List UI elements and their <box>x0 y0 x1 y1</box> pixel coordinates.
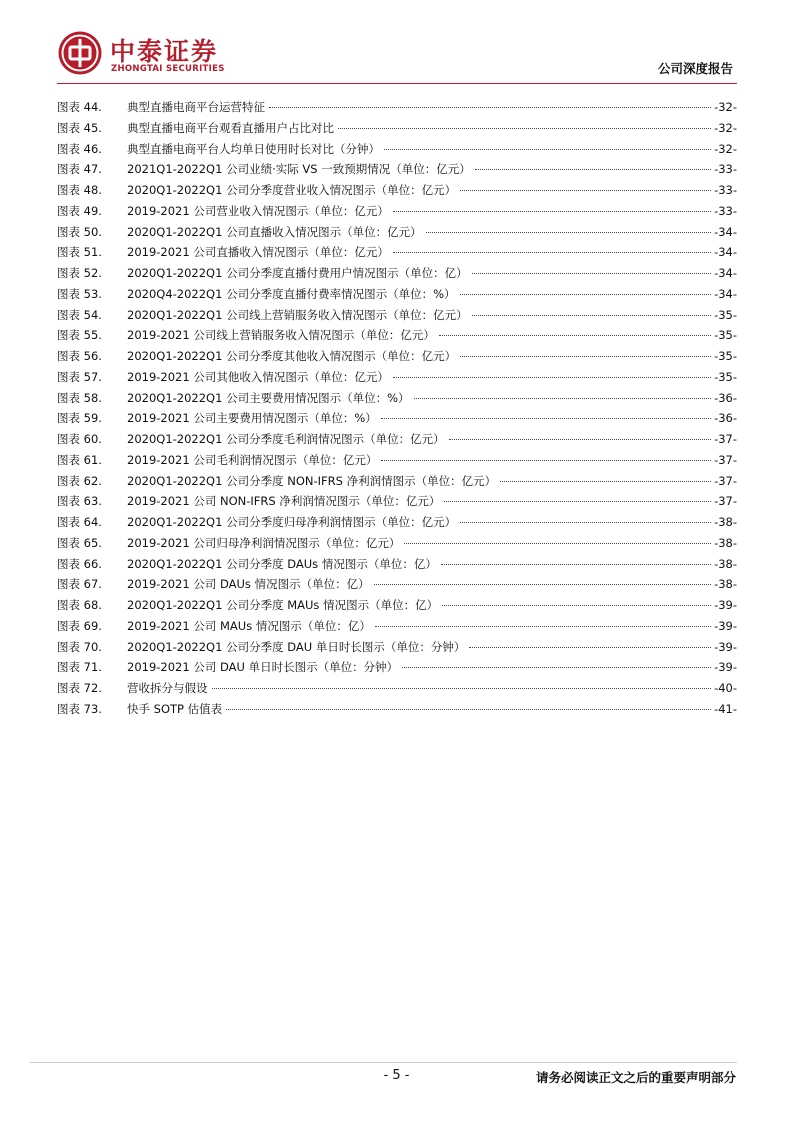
toc-dot-leader <box>460 294 712 295</box>
toc-entry-title: 2019-2021 公司 NON-IFRS 净利润情况图示（单位：亿元） <box>127 494 441 509</box>
toc-entry-title: 典型直播电商平台观看直播用户占比对比 <box>127 120 334 135</box>
toc-entry-page: -33- <box>714 203 737 218</box>
toc-entry[interactable] <box>57 554 737 575</box>
toc-entry[interactable] <box>57 242 737 263</box>
toc-entry[interactable] <box>57 367 737 388</box>
toc-entry-page: -35- <box>714 349 737 363</box>
toc-entry-number: 图表 44. <box>57 100 102 114</box>
toc-entry[interactable] <box>57 616 737 637</box>
toc-dot-leader <box>393 211 711 212</box>
toc-entry-page: -38- <box>714 535 737 550</box>
toc-entry-title: 2020Q1-2022Q1 公司分季度 MAUs 情况图示（单位：亿） <box>127 598 439 612</box>
toc-entry-title: 2019-2021 公司 DAUs 情况图示（单位：亿） <box>127 577 370 592</box>
toc-entry[interactable] <box>57 450 737 471</box>
page-number: - 5 - <box>383 1068 410 1083</box>
toc-entry-title: 2019-2021 公司主要费用情况图示（单位：%） <box>127 411 377 426</box>
toc-entry-page: -36- <box>714 411 737 426</box>
toc-entry-title: 2020Q1-2022Q1 公司分季度 DAU 单日时长图示（单位：分钟） <box>127 639 466 654</box>
toc-entry-title: 2019-2021 公司线上营销服务收入情况图示（单位：亿元） <box>127 328 435 343</box>
toc-entry-title: 2020Q1-2022Q1 公司分季度 NON-IFRS 净利润情图示（单位：亿元） <box>127 473 497 488</box>
zhongtai-logo-icon <box>57 30 103 76</box>
toc-entry-title: 2020Q1-2022Q1 公司分季度 DAUs 情况图示（单位：亿） <box>127 556 437 571</box>
toc-entry-number: 图表 63. <box>57 494 102 509</box>
toc-entry-number: 图表 59. <box>57 411 102 426</box>
toc-entry-page: -36- <box>714 390 737 405</box>
toc-entry-title: 2021Q1-2022Q1 公司业绩·实际 VS 一致预期情况（单位：亿元） <box>127 162 471 177</box>
toc-entry-number: 图表 69. <box>57 618 102 633</box>
toc-entry-page: -38- <box>714 577 737 592</box>
toc-entry-page: -35- <box>714 307 737 322</box>
toc-dot-leader <box>404 543 711 544</box>
toc-entry-number: 图表 47. <box>57 162 102 177</box>
toc-dot-leader <box>449 439 711 440</box>
toc-dot-leader <box>444 501 711 502</box>
toc-entry-page: -34- <box>714 286 737 301</box>
toc-entry-number: 图表 57. <box>57 369 102 384</box>
toc-entry[interactable] <box>57 657 737 678</box>
toc-entry[interactable] <box>57 305 737 326</box>
toc-dot-leader <box>338 128 711 129</box>
toc-entry-page: -40- <box>714 681 737 695</box>
toc-dot-leader <box>441 564 711 565</box>
toc-entry-number: 图表 64. <box>57 515 102 529</box>
toc-entry-title: 营收拆分与假设 <box>127 681 208 695</box>
toc-dot-leader <box>414 398 712 399</box>
toc-entry-title: 2020Q4-2022Q1 公司分季度直播付费率情况图示（单位：%） <box>127 286 456 301</box>
toc-entry-title: 2019-2021 公司 DAU 单日时长图示（单位：分钟） <box>127 660 399 675</box>
toc-entry-title: 2020Q1-2022Q1 公司分季度其他收入情况图示（单位：亿元） <box>127 349 457 363</box>
toc-entry-page: -37- <box>714 452 737 467</box>
toc-entry-title: 典型直播电商平台运营特征 <box>127 100 265 114</box>
toc-entry-number: 图表 71. <box>57 660 102 675</box>
toc-dot-leader <box>469 647 711 648</box>
header-divider <box>57 83 737 84</box>
toc-entry-number: 图表 60. <box>57 432 102 446</box>
toc-entry[interactable] <box>57 97 737 118</box>
toc-entry[interactable] <box>57 159 737 180</box>
toc-entry-number: 图表 46. <box>57 141 102 156</box>
toc-entry-number: 图表 68. <box>57 598 102 612</box>
toc-dot-leader <box>460 522 711 523</box>
toc-entry-page: -41- <box>714 701 737 716</box>
toc-entry[interactable] <box>57 139 737 160</box>
toc-dot-leader <box>500 481 711 482</box>
toc-entry-title: 2020Q1-2022Q1 公司线上营销服务收入情况图示（单位：亿元） <box>127 307 468 322</box>
toc-entry[interactable] <box>57 491 737 512</box>
toc-entry-title: 2020Q1-2022Q1 公司直播收入情况图示（单位：亿元） <box>127 224 422 239</box>
toc-entry-page: -34- <box>714 245 737 260</box>
toc-entry[interactable] <box>57 201 737 222</box>
toc-dot-leader <box>226 709 711 710</box>
toc-entry[interactable] <box>57 637 737 658</box>
toc-entry-page: -32- <box>714 120 737 135</box>
toc-dot-leader <box>393 252 711 253</box>
toc-entry-number: 图表 66. <box>57 556 102 571</box>
toc-dot-leader <box>439 335 711 336</box>
toc-dot-leader <box>375 626 711 627</box>
figure-index-list <box>57 97 737 720</box>
toc-dot-leader <box>374 584 711 585</box>
toc-entry-number: 图表 48. <box>57 183 102 197</box>
toc-dot-leader <box>475 169 711 170</box>
toc-entry-number: 图表 70. <box>57 639 102 654</box>
toc-entry-title: 2019-2021 公司其他收入情况图示（单位：亿元） <box>127 369 389 384</box>
toc-entry[interactable] <box>57 678 737 699</box>
toc-entry-page: -37- <box>714 494 737 509</box>
toc-entry[interactable] <box>57 284 737 305</box>
toc-entry[interactable] <box>57 429 737 450</box>
toc-entry-title: 2020Q1-2022Q1 公司分季度营业收入情况图示（单位：亿元） <box>127 183 457 197</box>
toc-entry-page: -33- <box>714 183 737 197</box>
toc-dot-leader <box>381 460 711 461</box>
toc-entry-number: 图表 73. <box>57 701 102 716</box>
toc-dot-leader <box>472 273 711 274</box>
toc-entry-page: -35- <box>714 328 737 343</box>
toc-entry-page: -38- <box>714 556 737 571</box>
toc-entry-title: 2020Q1-2022Q1 公司分季度毛利润情况图示（单位：亿元） <box>127 432 445 446</box>
toc-entry-title: 2019-2021 公司 MAUs 情况图示（单位：亿） <box>127 618 371 633</box>
toc-dot-leader <box>381 418 711 419</box>
toc-entry-title: 2020Q1-2022Q1 公司分季度直播付费用户情况图示（单位：亿） <box>127 266 468 280</box>
toc-entry-number: 图表 52. <box>57 266 102 280</box>
toc-entry-number: 图表 58. <box>57 390 102 405</box>
company-name-cn: 中泰证券 <box>110 37 219 66</box>
toc-dot-leader <box>384 149 711 150</box>
toc-entry-number: 图表 62. <box>57 473 102 488</box>
toc-entry-title: 2020Q1-2022Q1 公司分季度归母净利润情图示（单位：亿元） <box>127 515 457 529</box>
toc-entry-page: -39- <box>714 660 737 675</box>
toc-entry[interactable] <box>57 408 737 429</box>
toc-entry-number: 图表 54. <box>57 307 102 322</box>
company-name-en: ZHONGTAI SECURITIES <box>111 64 225 74</box>
toc-dot-leader <box>426 232 711 233</box>
toc-entry-number: 图表 61. <box>57 452 102 467</box>
toc-entry-page: -39- <box>714 639 737 654</box>
toc-entry[interactable] <box>57 533 737 554</box>
toc-entry-page: -34- <box>714 266 737 280</box>
toc-entry-number: 图表 55. <box>57 328 102 343</box>
toc-entry[interactable] <box>57 325 737 346</box>
toc-entry-title: 快手 SOTP 估值表 <box>127 701 223 716</box>
toc-dot-leader <box>472 315 711 316</box>
toc-entry-page: -38- <box>714 515 737 529</box>
toc-entry-title: 2019-2021 公司营业收入情况图示（单位：亿元） <box>127 203 389 218</box>
toc-entry-number: 图表 72. <box>57 681 102 695</box>
toc-dot-leader <box>442 605 711 606</box>
footer-divider <box>30 1062 737 1063</box>
toc-entry[interactable] <box>57 118 737 139</box>
report-type-label: 公司深度报告 <box>657 61 733 76</box>
toc-entry[interactable] <box>57 388 737 409</box>
toc-dot-leader <box>402 667 711 668</box>
toc-entry[interactable] <box>57 222 737 243</box>
toc-entry-title: 典型直播电商平台人均单日使用时长对比（分钟） <box>127 141 380 156</box>
toc-entry[interactable] <box>57 512 737 533</box>
toc-dot-leader <box>460 190 711 191</box>
toc-entry-number: 图表 51. <box>57 245 102 260</box>
toc-entry-page: -39- <box>714 598 737 612</box>
toc-entry-page: -32- <box>714 141 737 156</box>
toc-entry-number: 图表 53. <box>57 286 102 301</box>
toc-entry-number: 图表 50. <box>57 224 102 239</box>
toc-entry-page: -37- <box>714 432 737 446</box>
page-header <box>0 0 793 95</box>
toc-entry-title: 2020Q1-2022Q1 公司主要费用情况图示（单位：%） <box>127 390 410 405</box>
toc-entry[interactable] <box>57 263 737 284</box>
toc-entry[interactable] <box>57 574 737 595</box>
toc-entry[interactable] <box>57 699 737 720</box>
toc-entry-page: -37- <box>714 473 737 488</box>
toc-dot-leader <box>269 107 711 108</box>
toc-entry-page: -32- <box>714 100 737 114</box>
disclaimer-note: 请务必阅读正文之后的重要声明部分 <box>535 1070 736 1085</box>
toc-dot-leader <box>460 356 711 357</box>
toc-entry[interactable] <box>57 346 737 367</box>
toc-entry-number: 图表 49. <box>57 203 102 218</box>
toc-entry-page: -34- <box>714 224 737 239</box>
toc-entry[interactable] <box>57 471 737 492</box>
toc-dot-leader <box>212 688 712 689</box>
toc-dot-leader <box>393 377 711 378</box>
toc-entry-title: 2019-2021 公司毛利润情况图示（单位：亿元） <box>127 452 378 467</box>
toc-entry-title: 2019-2021 公司归母净利润情况图示（单位：亿元） <box>127 535 401 550</box>
toc-entry-number: 图表 65. <box>57 535 102 550</box>
toc-entry-page: -35- <box>714 369 737 384</box>
toc-entry-page: -39- <box>714 618 737 633</box>
toc-entry[interactable] <box>57 595 737 616</box>
toc-entry-number: 图表 56. <box>57 349 102 363</box>
toc-entry-number: 图表 45. <box>57 120 102 135</box>
toc-entry-title: 2019-2021 公司直播收入情况图示（单位：亿元） <box>127 245 389 260</box>
toc-entry[interactable] <box>57 180 737 201</box>
toc-entry-number: 图表 67. <box>57 577 102 592</box>
toc-entry-page: -33- <box>714 162 737 177</box>
